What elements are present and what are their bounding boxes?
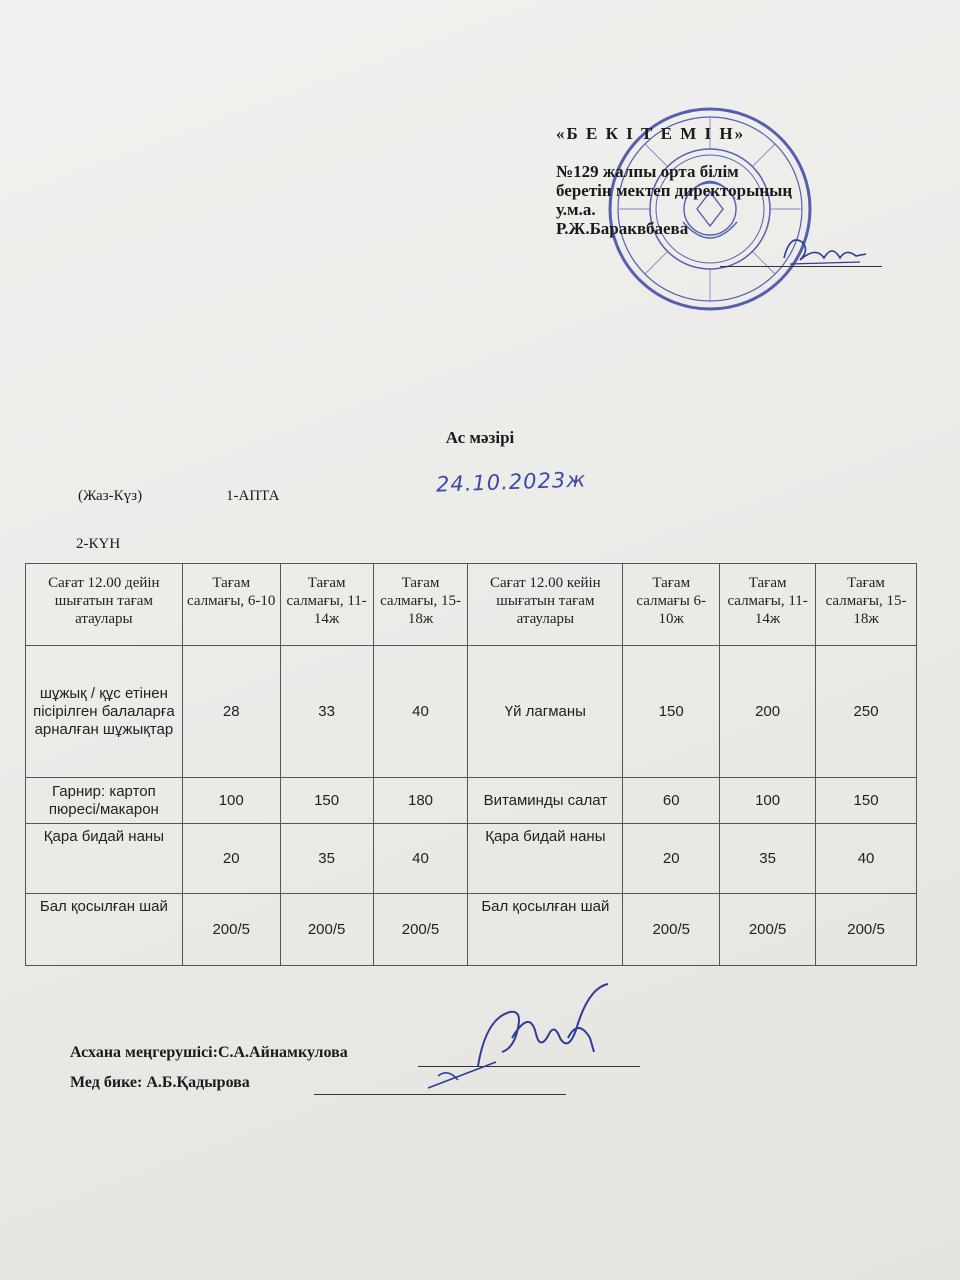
table-cell: Үй лагманы [468,646,623,778]
cook-signature [418,978,638,1090]
table-cell: 40 [373,646,468,778]
table-cell: 28 [182,646,280,778]
table-cell: 100 [182,778,280,824]
table-row [26,778,917,824]
table-cell: Бал қосылған шай [26,894,183,966]
approval-name: Р.Ж.Бараквбаева [556,219,689,238]
table-cell: 150 [280,778,373,824]
approval-line-1: №129 жалпы орта білім [556,162,739,181]
header-cell: Тағам салмағы, 11-14ж [720,564,816,646]
week-label: 1-АПТА [226,488,280,504]
table-cell: 40 [373,824,468,894]
table-header-row [26,564,917,646]
header-cell: Тағам салмағы 6-10ж [623,564,720,646]
table-cell: 200/5 [816,894,917,966]
table-cell: 200/5 [280,894,373,966]
table-cell: 200/5 [720,894,816,966]
director-signature [780,228,870,272]
table-cell: шұжық / құс етінен пісірілген балаларға арналған шұжықтар [26,646,183,778]
table-cell: 180 [373,778,468,824]
nurse-label: Мед бике: А.Б.Қадырова [70,1074,250,1091]
header-cell: Тағам салмағы, 15-18ж [816,564,917,646]
table-cell: 150 [816,778,917,824]
table-cell: 60 [623,778,720,824]
header-cell: Тағам салмағы, 6-10 [182,564,280,646]
table-cell: Қара бидай наны [468,824,623,894]
header-cell: Сағат 12.00 кейін шығатын тағам атаулары [468,564,623,646]
approval-line-3: у.м.а. [556,200,596,219]
handwritten-date: 24.10.2023ж [435,467,587,497]
table-cell: Қара бидай наны [26,824,183,894]
approval-title: «Б Е К І Т Е М І Н» [556,124,746,143]
nurse-signature-line [314,1094,566,1095]
cook-manager-label: Асхана меңгерушісі:С.А.Айнамкулова [70,1044,348,1061]
table-row [26,894,917,966]
table-cell: 250 [816,646,917,778]
table-cell: 35 [280,824,373,894]
table-cell: 200/5 [182,894,280,966]
table-row [26,646,917,778]
header-cell: Сағат 12.00 дейін шығатын тағам атаулары [26,564,183,646]
table-cell: 40 [816,824,917,894]
header-cell: Тағам салмағы, 11-14ж [280,564,373,646]
table-cell: 200 [720,646,816,778]
menu-table [25,563,917,966]
season-label: (Жаз-Күз) [78,488,143,504]
table-row [26,824,917,894]
table-cell: 35 [720,824,816,894]
approval-block [556,124,896,238]
menu-title: Ас мәзірі [445,428,515,447]
table-cell: Гарнир: картоп пюресі/макарон [26,778,183,824]
table-cell: 200/5 [623,894,720,966]
table-cell: 20 [182,824,280,894]
table-cell: 20 [623,824,720,894]
day-label: 2-КҮН [76,536,121,552]
table-cell: Витаминды салат [468,778,623,824]
table-cell: 150 [623,646,720,778]
table-cell: 100 [720,778,816,824]
table-cell: 200/5 [373,894,468,966]
header-cell: Тағам салмағы, 15-18ж [373,564,468,646]
approval-line-2: беретін мектеп директорының [556,181,793,200]
table-cell: 33 [280,646,373,778]
table-cell: Бал қосылған шай [468,894,623,966]
